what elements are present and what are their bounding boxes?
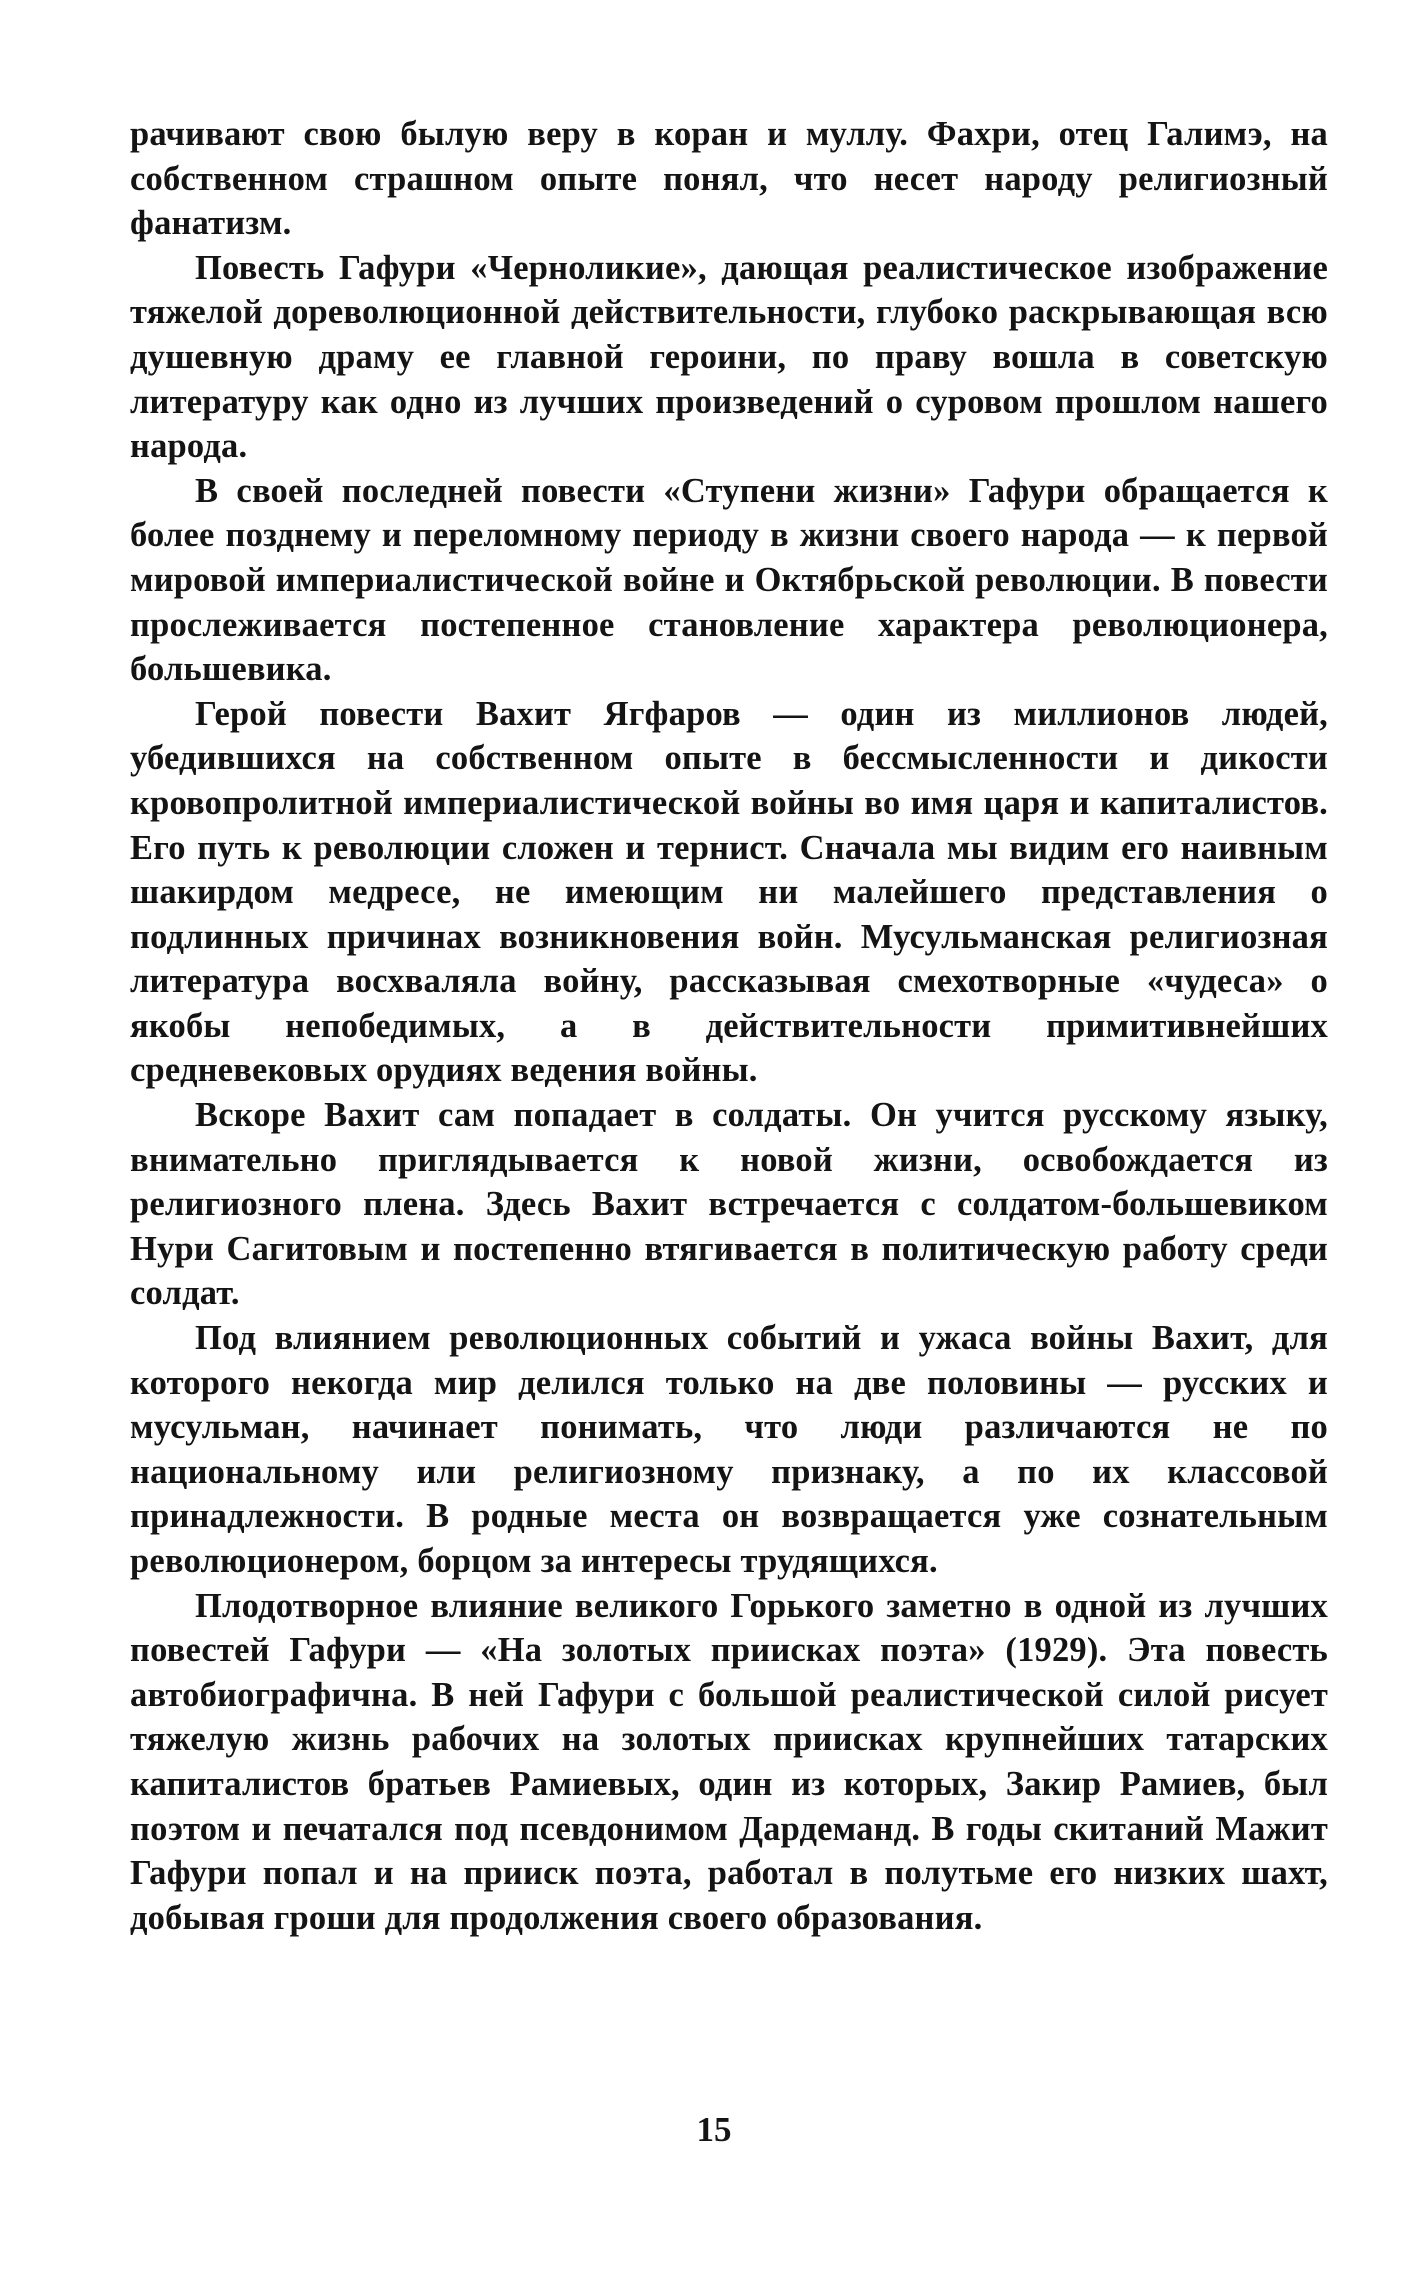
paragraph-continuation: рачивают свою былую веру в коран и муллу. Фахри, отец Галимэ, на собственном страшном опыте понял, что несет народу религиозный фанатизм. xyxy=(130,115,1328,243)
paragraph-stupeni-zhizni: В своей последней повести «Ступени жизни» Гафури обращается к более позднему и переломному периоду в жизни своего народа — к первой мировой империалистической войне и Октябрьской революции. В повести прослеживается постепенное становление характера революционера, большевика. xyxy=(130,471,1328,689)
paragraph-revolution: Под влиянием революционных событий и ужаса войны Вахит, для которого некогда мир делился только на две половины — русских и мусульман, начинает понимать, что люди различаются не по национальному или религиозному признаку, а по их классовой принадлежности. В родные места он возвращается уже сознательным революционером, борцом за интересы трудящихся. xyxy=(130,1319,1328,1580)
paragraph-chernolikie: Повесть Гафури «Черноликие», дающая реалистическое изображение тяжелой дореволюционной действительности, глубоко раскрывающая всю душевную драму ее главной героини, по праву вошла в советскую литературу как одно из лучших произведений о суровом прошлом нашего народа. xyxy=(130,248,1328,466)
paragraph-hero-vakhit: Герой повести Вахит Ягфаров — один из миллионов людей, убедившихся на собственном опыте в бессмысленности и дикости кровопролитной империалистической войны во имя царя и капиталистов. Его путь к революции сложен и тернист. Сначала мы видим его наивным шакирдом медресе, не имеющим ни малейшего представления о подлинных причинах возникновения войн. Мусульманская религиозная литература восхваляла войну, рассказывая смехотворные «чудеса» о якобы непобедимых, а в действительности примитивнейших средневековых орудиях ведения войны. xyxy=(130,694,1328,1090)
paragraph-soldiers: Вскоре Вахит сам попадает в солдаты. Он учится русскому языку, внимательно приглядывается к новой жизни, освобождается из религиозного плена. Здесь Вахит встречается с солдатом-большевиком Нури Сагитовым и постепенно втягивается в политическую работу среди солдат. xyxy=(130,1096,1328,1313)
paragraph-gorky-influence: Плодотворное влияние великого Горького заметно в одной из лучших повестей Гафури — «На золотых приисках поэта» (1929). Эта повесть автобиографична. В ней Гафури с большой реалистической силой рисует тяжелую жизнь рабочих на золотых приисках крупнейших татарских капиталистов братьев Рамиевых, один из которых, Закир Рамиев, был поэтом и печатался под псевдонимом Дардеманд. В годы скитаний Мажит Гафури попал и на прииск поэта, работал в полутьме его низких шахт, добывая гроши для продолжения своего образования. xyxy=(130,1586,1328,1937)
page-number: 15 xyxy=(696,2110,732,2149)
body-text xyxy=(130,112,1328,1940)
